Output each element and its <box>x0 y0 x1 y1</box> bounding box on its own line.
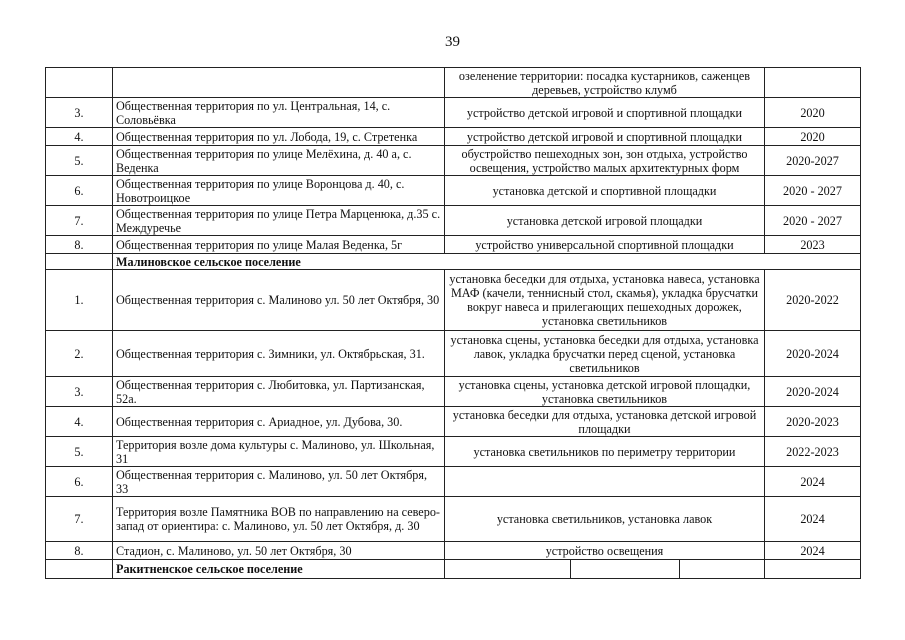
table-row <box>46 270 861 331</box>
territory-address: Общественная территория по улице Мелёхина, д. 40 а, с. Веденка <box>113 146 445 176</box>
territory-address: Общественная территория по улице Петра Марценюка, д.35 с. Междуречье <box>113 206 445 236</box>
table-row <box>46 176 861 206</box>
row-number <box>46 68 113 98</box>
implementation-years: 2020 <box>765 98 861 128</box>
territory-address: Общественная территория с. Малиново, ул. 50 лет Октября, 33 <box>113 467 445 497</box>
section-title: Ракитненское сельское поселение <box>113 560 445 579</box>
territory-address: Общественная территория с. Любитовка, ул. Партизанская, 52а. <box>113 377 445 407</box>
implementation-years: 2020-2022 <box>765 270 861 331</box>
table-row <box>46 331 861 377</box>
section-row <box>46 254 861 270</box>
territory-address: Стадион, с. Малиново, ул. 50 лет Октября, 30 <box>113 542 445 560</box>
planned-works: установка детской и спортивной площадки <box>445 176 765 206</box>
table-row <box>46 68 861 98</box>
planned-works: озеленение территории: посадка кустарников, саженцев деревьев, устройство клумб <box>445 68 765 98</box>
territory-address: Общественная территория с. Ариадное, ул. Дубова, 30. <box>113 407 445 437</box>
implementation-years: 2020 - 2027 <box>765 176 861 206</box>
territory-address <box>113 68 445 98</box>
territory-address: Общественная территория по улице Воронцова д. 40, с. Новотроицкое <box>113 176 445 206</box>
planned-works: установка детской игровой площадки <box>445 206 765 236</box>
planned-works: установка беседки для отдыха, установка детской игровой площадки <box>445 407 765 437</box>
table-row <box>46 206 861 236</box>
empty-work-cells <box>445 560 765 579</box>
planned-works <box>445 467 765 497</box>
implementation-years: 2024 <box>765 467 861 497</box>
territory-address: Территория возле Памятника ВОВ по направлению на северо-запад от ориентира: с. Малиново, ул. 50 лет Октября, д. 30 <box>113 497 445 542</box>
territory-address: Общественная территория с. Зимники, ул. Октябрьская, 31. <box>113 331 445 377</box>
implementation-years: 2020 - 2027 <box>765 206 861 236</box>
implementation-years: 2023 <box>765 236 861 254</box>
row-number: 4. <box>46 407 113 437</box>
planned-works: устройство универсальной спортивной площадки <box>445 236 765 254</box>
row-number: 5. <box>46 146 113 176</box>
implementation-years: 2020-2023 <box>765 407 861 437</box>
table-row <box>46 98 861 128</box>
implementation-years: 2024 <box>765 497 861 542</box>
territory-address: Общественная территория по ул. Лобода, 19, с. Стретенка <box>113 128 445 146</box>
row-number: 8. <box>46 542 113 560</box>
table-row <box>46 377 861 407</box>
table-row <box>46 128 861 146</box>
implementation-years: 2020 <box>765 128 861 146</box>
empty-year-cell <box>765 560 861 579</box>
implementation-years: 2020-2024 <box>765 331 861 377</box>
implementation-years <box>765 68 861 98</box>
territory-address: Общественная территория по ул. Центральная, 14, с. Соловьёвка <box>113 98 445 128</box>
table-row <box>46 146 861 176</box>
row-number: 6. <box>46 176 113 206</box>
table-row <box>46 497 861 542</box>
row-number: 7. <box>46 497 113 542</box>
page-number: 39 <box>445 34 460 50</box>
implementation-years: 2020-2024 <box>765 377 861 407</box>
territory-address: Общественная территория с. Малиново ул. 50 лет Октября, 30 <box>113 270 445 331</box>
implementation-years: 2020-2027 <box>765 146 861 176</box>
planned-works: устройство детской игровой и спортивной площадки <box>445 128 765 146</box>
planned-works: установка беседки для отдыха, установка навеса, установка МАФ (качели, теннисный стол, скамья), укладка брусчатки вокруг навеса и прилегающих пешеходных дорожек, установка светильников <box>445 270 765 331</box>
planned-works: установка светильников по периметру территории <box>445 437 765 467</box>
planned-works: обустройство пешеходных зон, зон отдыха, устройство освещения, устройство малых архитектурных форм <box>445 146 765 176</box>
planned-works: устройство освещения <box>445 542 765 560</box>
row-number: 6. <box>46 467 113 497</box>
program-table <box>45 67 861 579</box>
implementation-years: 2022-2023 <box>765 437 861 467</box>
program-table-body <box>46 68 861 579</box>
planned-works: устройство детской игровой и спортивной площадки <box>445 98 765 128</box>
row-number: 5. <box>46 437 113 467</box>
planned-works: установка сцены, установка беседки для отдыха, установка лавок, укладка брусчатки перед сценой, установка светильников <box>445 331 765 377</box>
section-row <box>46 560 861 579</box>
row-number: 4. <box>46 128 113 146</box>
planned-works: установка сцены, установка детской игровой площадки, установка светильников <box>445 377 765 407</box>
row-number-empty <box>46 560 113 579</box>
row-number: 1. <box>46 270 113 331</box>
table-row <box>46 437 861 467</box>
section-title: Малиновское сельское поселение <box>113 254 861 270</box>
row-number: 7. <box>46 206 113 236</box>
territory-address: Общественная территория по улице Малая Веденка, 5г <box>113 236 445 254</box>
row-number: 3. <box>46 377 113 407</box>
territory-address: Территория возле дома культуры с. Малиново, ул. Школьная, 31 <box>113 437 445 467</box>
table-row <box>46 407 861 437</box>
table-row <box>46 467 861 497</box>
row-number: 2. <box>46 331 113 377</box>
implementation-years: 2024 <box>765 542 861 560</box>
row-number-empty <box>46 254 113 270</box>
table-row <box>46 236 861 254</box>
row-number: 8. <box>46 236 113 254</box>
planned-works: установка светильников, установка лавок <box>445 497 765 542</box>
row-number: 3. <box>46 98 113 128</box>
table-row <box>46 542 861 560</box>
